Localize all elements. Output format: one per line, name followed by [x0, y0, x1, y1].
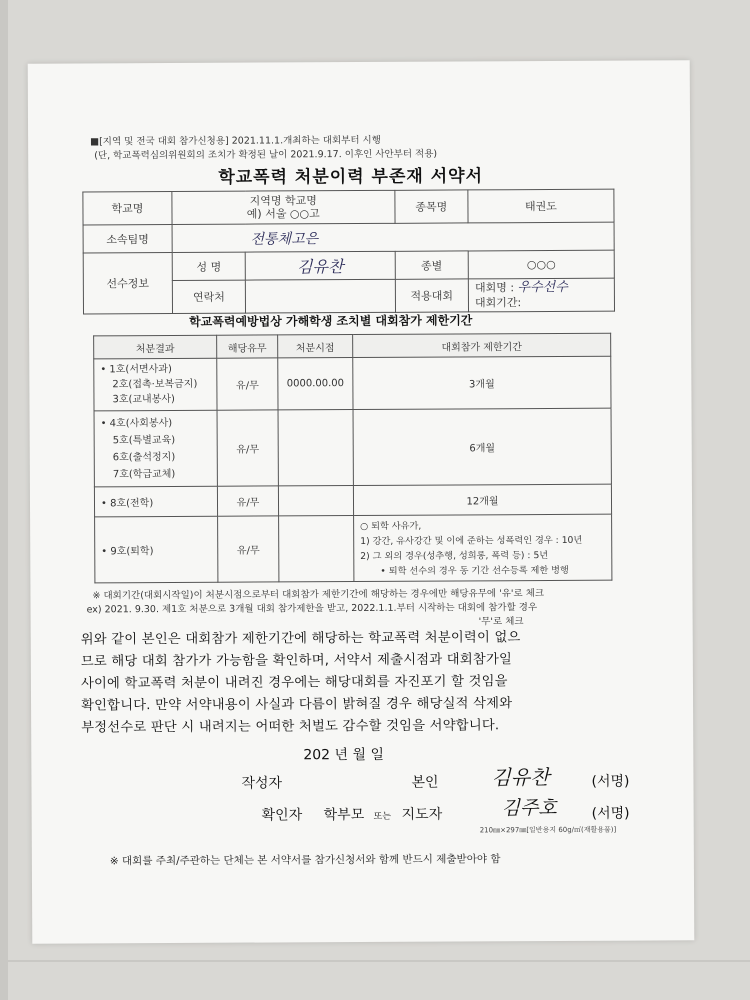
apply-value	[468, 278, 614, 312]
yn-cell: 유/무	[217, 486, 278, 516]
team-handwriting: 전통체고은	[250, 230, 319, 248]
note-line-2: ex) 2021. 9.30. 제1호 처분으로 3개월 대회 참가제한을 받고, 2022.1.1.부터 시작하는 대회에 참가할 경우	[86, 602, 538, 616]
comp-period-label: 대회기간:	[474, 296, 522, 310]
date-line: 202 년 월 일	[303, 746, 385, 764]
school-value	[172, 190, 395, 224]
confirm-label: 확인자	[261, 807, 303, 824]
limit-line: 1) 강간, 유사강간 및 이에 준하는 성폭력인 경우 : 10년	[360, 534, 583, 547]
result-cell: • 8호(전학)	[94, 486, 217, 517]
pledge-document	[28, 60, 695, 943]
section-title: 학교폭력예방법상 가해학생 조치별 대회참가 제한기간	[189, 313, 473, 329]
name-value	[245, 251, 395, 280]
date-cell	[278, 410, 353, 486]
yn-cell: 유/무	[218, 516, 279, 582]
comp-name-label: 대회명 :	[474, 281, 515, 295]
info-table	[82, 189, 615, 315]
col-header-yn: 해당유무	[217, 335, 278, 358]
header-line-2: (단, 학교폭력심의위원회의 조치가 확정된 날이 2021.9.17. 이후인 사안부터 적용)	[94, 148, 438, 162]
writer-label: 작성자	[241, 775, 283, 792]
coach-signature: 김주호	[501, 796, 557, 820]
floor-seam	[0, 0, 8, 1000]
result-item: • 1호(서면사과)	[100, 363, 172, 376]
school-value-line1: 지역명 학교명	[249, 194, 317, 208]
pledge-line: 사이에 학교폭력 처분이 내려진 경우에는 해당대회를 자진포기 할 것임을	[80, 674, 508, 692]
result-item: • 4호(사회봉사)	[100, 417, 173, 429]
writer-signature: 김유찬	[491, 765, 550, 790]
result-item: 3호(교내봉사)	[112, 393, 175, 406]
col-header-date: 처분시점	[278, 335, 353, 358]
result-item: 7호(학급교체)	[112, 468, 176, 480]
apply-label: 적용대회	[395, 279, 469, 312]
writer-seal: (서명)	[591, 773, 630, 790]
limit-line: 2) 그 외의 경우(성추행, 성희롱, 폭력 등) : 5년	[360, 549, 549, 562]
comp-name-row	[475, 280, 613, 296]
footer-note: ※ 대회를 주최/주관하는 단체는 본 서약서를 참가신청서와 함께 반드시 제출받아야 함	[109, 853, 501, 868]
table-row	[94, 484, 611, 517]
table-row	[95, 514, 612, 583]
team-value	[172, 222, 614, 252]
team-label: 소속팀명	[83, 224, 172, 252]
contact-label: 연락처	[172, 280, 246, 313]
parent-label: 학부모	[323, 806, 365, 824]
event-label: 종목명	[395, 190, 469, 223]
school-value-line2: 예) 서울 ○○고	[246, 207, 320, 221]
note-line-3: '무'로 체크	[478, 616, 524, 628]
col-header-limit: 대회참가 제한기간	[353, 333, 611, 357]
date-cell	[278, 486, 353, 516]
header-line-1: ■[지역 및 전국 대회 참가신청용] 2021.11.1.개최하는 대회부터 시행	[90, 134, 381, 148]
col-header-result: 처분결과	[94, 335, 217, 359]
limit-cell	[354, 514, 612, 581]
limit-cell: 6개월	[353, 408, 611, 485]
yn-cell: 유/무	[217, 410, 278, 486]
result-cell	[94, 410, 217, 487]
floor-seam	[0, 960, 750, 962]
disposition-table	[93, 333, 612, 584]
limit-line: • 퇴학 선수의 경우 동 기간 선수등록 제한 병행	[380, 564, 569, 577]
note-line-1: ※ 대회기간(대회시작일)이 처분시점으로부터 대회참가 제한기간에 해당하는 경우에만 해당유무에 '유'로 체크	[92, 588, 545, 602]
pledge-line: 위와 같이 본인은 대회참가 제한기간에 해당하는 학교폭력 처분이력이 없으	[80, 630, 521, 648]
pledge-line: 확인합니다. 만약 서약내용이 사실과 다름이 밝혀질 경우 해당실적 삭제와	[81, 696, 513, 714]
gender-value: ○○○	[468, 250, 614, 279]
document-title: 학교폭력 처분이력 부존재 서약서	[218, 166, 484, 188]
pledge-line: 부정선수로 판단 시 내려지는 어떠한 처벌도 감수할 것임을 서약합니다.	[81, 718, 500, 736]
result-cell: • 9호(퇴학)	[95, 516, 218, 583]
name-label: 성 명	[172, 252, 246, 280]
yn-cell: 유/무	[217, 358, 278, 410]
school-label: 학교명	[83, 191, 172, 224]
limit-cell: 3개월	[353, 356, 611, 409]
limit-cell: 12개월	[353, 484, 611, 515]
contact-value	[246, 279, 396, 313]
result-cell	[94, 358, 217, 411]
date-cell: 0000.00.00	[278, 358, 353, 410]
self-label: 본인	[411, 774, 439, 791]
limit-line: ○ 퇴학 사유가,	[360, 520, 422, 532]
name-handwriting: 김유찬	[296, 257, 344, 277]
comp-name-handwriting: 우수선수	[517, 279, 568, 296]
coach-label: 지도자	[401, 806, 443, 823]
gender-label: 종별	[395, 251, 469, 279]
result-item: 2호(접촉·보복금지)	[112, 378, 198, 391]
or-label: 또는	[373, 811, 392, 822]
coach-seal: (서명)	[591, 805, 630, 822]
athlete-label: 선수정보	[83, 252, 172, 313]
result-item: 5호(특별교육)	[112, 434, 176, 446]
date-cell	[279, 516, 354, 582]
paper-spec: 210㎜×297㎜[일반용지 60g/㎡(재활용품)]	[479, 825, 617, 835]
pledge-line: 므로 해당 대회 참가가 가능함을 확인하며, 서약서 제출시점과 대회참가일	[80, 652, 513, 670]
pledge-body	[81, 627, 612, 740]
result-item: 6호(출석정지)	[112, 451, 176, 463]
table-row	[94, 408, 611, 487]
event-value: 태권도	[468, 189, 614, 223]
table-row	[94, 356, 611, 411]
